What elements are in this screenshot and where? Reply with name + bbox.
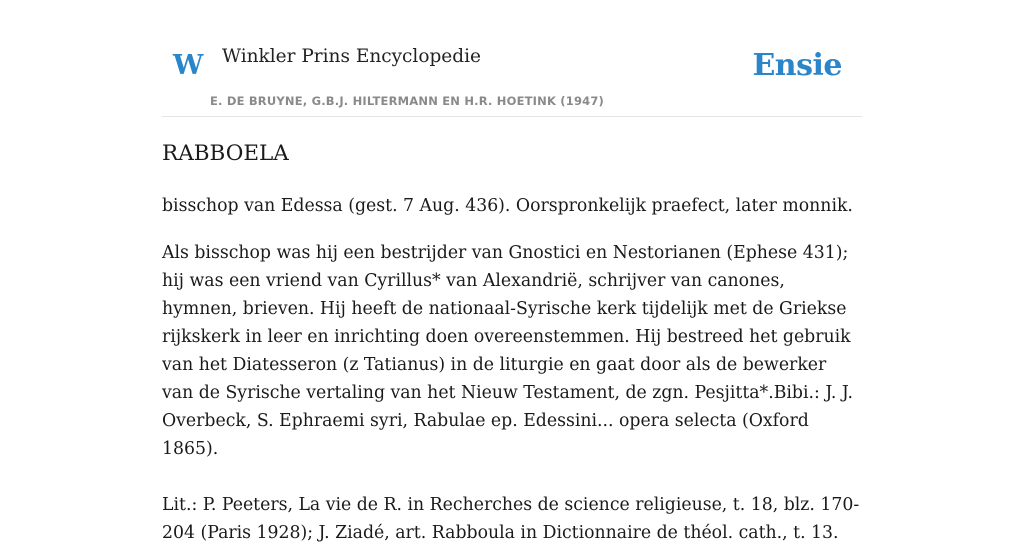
ensie-logo-link[interactable]: Ensie bbox=[752, 48, 842, 83]
article-paragraph-body: Als bisschop was hij een bestrijder van Gnostici en Nestorianen (Ephese 431); hij was een vriend van Cyrillus* van Alexandrië, schrijver van canones, hymnen, brieven. Hij heeft de nationaal-Syrische kerk tijdelijk met de Griekse rijkskerk in leer en inrichting doen overeenstemmen. Hij bestreed het gebruik van het Diatesseron (z Tatianus) in de liturgie en gaat door als de bewerker van de Syrische vertaling van het Nieuw Testament, de zgn. Pesjitta*.Bibi.: J. J. Overbeck, S. Ephraemi syri, Rabulae ep. Edessini... opera selecta (Oxford 1865). bbox=[162, 243, 853, 459]
header bbox=[162, 0, 862, 117]
page-title: RABBOELA bbox=[162, 141, 289, 166]
encyclopedia-authors: E. DE BRUYNE, G.B.J. HILTERMANN EN H.R. HOETINK (1947) bbox=[210, 94, 605, 108]
article-paragraph-literature: Lit.: P. Peeters, La vie de R. in Recherches de science religieuse, t. 18, blz. 170-204 (Paris 1928); J. Ziadé, art. Rabboula in Dictionnaire de théol. cath., t. 13. bbox=[162, 495, 860, 543]
article-paragraph-definition: bisschop van Edessa (gest. 7 Aug. 436). Oorspronkelijk praefect, later monnik. bbox=[162, 196, 853, 216]
article-body bbox=[162, 192, 862, 547]
page bbox=[162, 0, 862, 543]
winkler-prins-logo-icon[interactable]: W bbox=[173, 50, 204, 81]
encyclopedia-title[interactable]: Winkler Prins Encyclopedie bbox=[222, 46, 481, 67]
